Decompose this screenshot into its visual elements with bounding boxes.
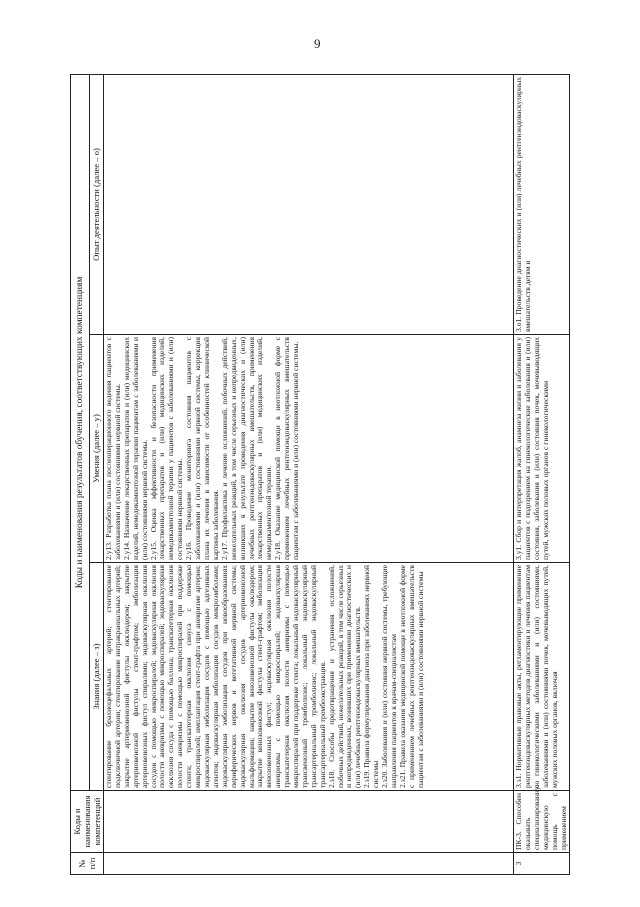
header-codes: Коды и наименования компетенций: [71, 791, 104, 853]
rotated-table-region: [70, 75, 615, 875]
header-experience: Опыт деятельности (далее – о): [89, 75, 103, 335]
competency-table-container: [70, 75, 615, 875]
header-num: № п/п: [71, 853, 104, 875]
header-knowledge: Знания (далее – з): [89, 563, 103, 791]
table-header-row: [71, 75, 90, 875]
competency-code-cell: [104, 791, 514, 853]
table-subheader-row: [89, 75, 103, 875]
competency-table: [70, 74, 570, 875]
knowledge-cell: стентирование брахиоцефальных артерий; стентирование подключичной артерии; стентирование интракраниальных артерий; закрытие артериовенозной фистулы окклюдером; закрытие артериовенозной фистулы стент-графтом; эмболизация артериовенозных фистул спиралями; эндоваскулярная окклюзия сосудов с помощью микроспиралей; эндоваскулярная окклюзия полости аневризмы с помощью микроспиралей; эндоваскулярная окклюзия сосуда с помощью баллона; транскатетерная окклюзия полости аневризмы с помощью микроспиралей при поддержке стента; транскатетерная окклюзия синуса с помощью микроспиралей; имплантация стент-графта при аневризме артерии; эндоваскулярная эмболизация сосудов с помощью адгезивных агентов; эндоваскулярная эмболизация сосудов микроэмболами; эндоваскулярная эмболизация сосудов при новообразованиях периферических нервов и вегетативной нервной системы; эндоваскулярная окклюзия сосудов артериовенозной мальформации; закрытие венозовенозной фистулы окклюдером; закрытие венозовенозной фистулы стент-графтом; эмболизация венозовенозных фистул; эндоваскулярная окклюзия полости аневризмы с помощью микроспиралей; эндоваскулярная транскатетерная окклюзия полости аневризмы с помощью микроспиралей при поддержке стента; локальный эндоваскулярный трансвенозный тромболизис; локальный эндоваскулярный трансартериальный тромболизис; локальный эндоваскулярный трансартериальный тромбоэкстракция. 2.з18. Способы предотвращения и устранения осложнений, побочных действий, нежелательных реакций, в том числе серьезных и непредвиденных, возникших при применении диагностических и (или) лечебных рентгенэндоваскулярных вмешательств. 2.з19. Правила формулирования диагноза при заболеваниях нервной системы 2.з20. Заболевания и (или) состояния нервной системы, требующие направления пациентов к врачам-специалистам 2.з21. Правила оказания медицинской помощи в неотложной форме с применением лечебных рентгенэндоваскулярных вмешательств пациентам с заболеваниями и (или) состояниями нервной системы: [104, 563, 514, 791]
skills-cell: 3.у1. Сбор и интерпретация жалоб, анамнеза жизни и заболевания у пациентов с подозрением на гинекологические заболевания и (или) состояния, заболевания и (или) состояния почек, мочевыводящих путей, мужских половых органов с гинекологическими: [514, 335, 570, 563]
header-skills: Умения (далее – у): [89, 335, 103, 563]
row-num-cell: 3: [514, 853, 570, 875]
experience-cell: [104, 75, 514, 335]
page-number: 9: [314, 36, 321, 51]
knowledge-cell: 3.з1. Нормативные правовые акты, регламентирующие применение рентгенэндоваскулярных методов диагностики и лечения пациентам с гинекологическими заболеваниями и (или) состояниями, заболеваниями и (или) состояниями почек, мочевыводящих путей, мужских половых органов, включая: [514, 563, 570, 791]
competency-code-cell: ПК-3. Способен оказывать специализированную медицинскую помощь с применением: [514, 791, 570, 853]
table-row: [514, 75, 570, 875]
skills-cell: 2.у13. Разработка плана послеоперационного ведения пациентов с заболеваниями и (или) состояниями нервной системы. 2.у14. Назначение лекарственных препаратов и (или) медицинских изделий, немедикаментозной терапии пациентам с заболеваниями и (или) состояниями нервной системы. 2.у15. Оценка эффективности и безопасности применения лекарственных препаратов и (или) медицинских изделий, немедикаментозной терапии у пациентов с заболеваниями и (или) состояниями нервной системы. 2.у16. Проведение мониторинга состояния пациентов с заболеваниями и (или) состояниями нервной системы, коррекция плана их лечения в зависимости от особенностей клинической картины заболевания. 2.у17. Профилактика и лечение осложнений, побочных действий, нежелательных реакций, в том числе серьезных и непредвиденных, возникших в результате проведения диагностических и (или) лечебных рентгенэндоваскулярных вмешательств, применения лекарственных препаратов и (или) медицинских изделий, немедикаментозной терапии. 2.у18. Оказание медицинской помощи в неотложной форме с применением лечебных рентгенэндоваскулярных вмешательств пациентам с заболеваниями и (или) состояниями нервной системы.: [104, 335, 514, 563]
header-results: Коды и наименования результатов обучения, соответствующих компетенциям: [71, 75, 90, 791]
table-row: [104, 75, 514, 875]
row-num-cell: [104, 853, 514, 875]
experience-cell: 3.о1. Проведение диагностических и (или) лечебных рентгенэндоваскулярных вмешательств детям и: [514, 75, 570, 335]
